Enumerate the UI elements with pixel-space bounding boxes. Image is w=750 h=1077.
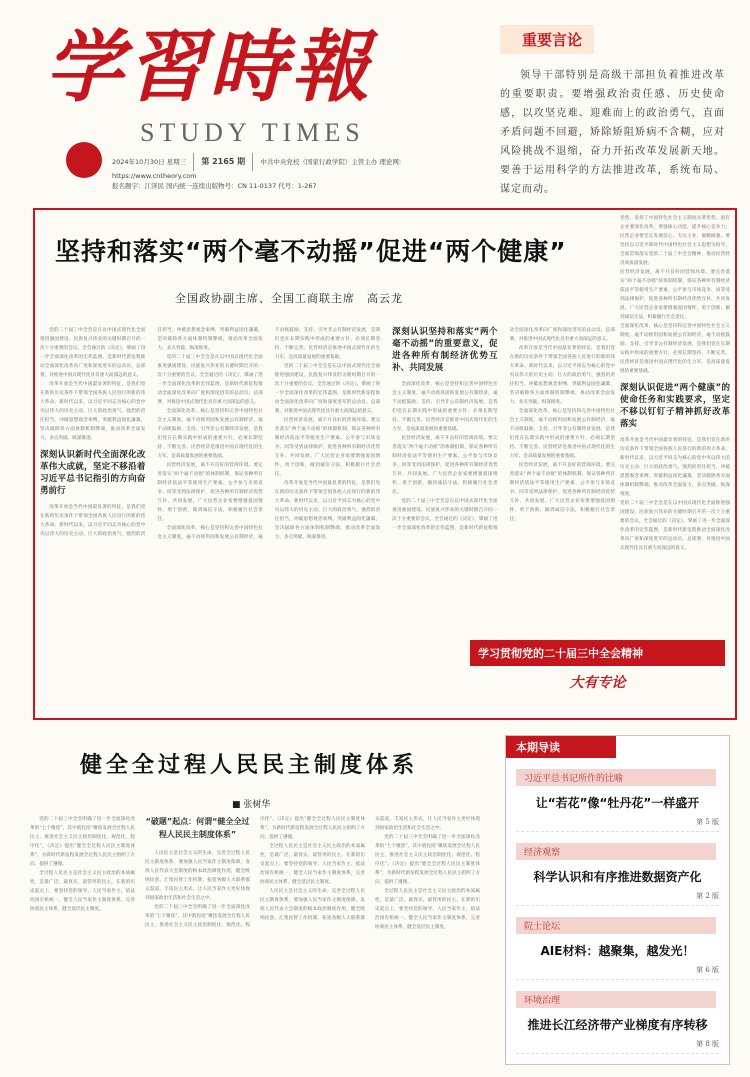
calligraphy-credit: 报名题字：江泽民: [112, 182, 164, 190]
lead-article-right-column: [620, 214, 730, 654]
guide-item[interactable]: [506, 914, 729, 980]
paragraph: 全面深化改革，核心是坚持和完善中国特色社会主义制度。毫不动摇巩固和发展公有制经济，毫不动摇鼓励、支持、引导非公有制经济发展，是我们党在长期实践中形成的重要方针，必须长期坚持、不断完善。民营经济是推进中国式现代化的生力军，是高质量发展的重要基础。: [157, 328, 381, 540]
paragraph: 改革开放是当代中国最显著的特征，是我们党在新的历史条件下带领全国各族人民进行的新的伟大革命。新时代以来，以习近平同志为核心的党中央以伟大的历史主动、巨大的政治勇气、强烈的责任担当，冲破思想观念束缚，突破利益固化藩篱，坚决破除各方面体制机制弊端，推动改革全面发力、多点突破、纵深推进。: [620, 438, 730, 497]
column-banner-subtitle: 大有专论: [569, 675, 626, 691]
paragraph: 全过程人民民主是社会主义民主政治的本质属性，是最广泛、最真实、最管用的民主。在新的历史起点上，要坚持党的领导、人民当家作主、依法治国有机统一，健全人民当家作主制度体系，完善协商民主体系，健全基层民主制度。: [375, 889, 480, 930]
guide-item-title[interactable]: 科学认识和有序推进数据资产化: [533, 870, 702, 884]
paragraph: 改革开放是当代中国最显著的特征，是我们党在新的历史条件下带领全国各族人民进行的新的伟大革命。新时代以来，以习近平同志为核心的党中央以伟大的历史主动、巨大的政治勇气、强烈的责任担当，冲破思想观念束缚，突破利益固化藩篱，坚决破除各方面体制机制弊端，推动改革全面发力、多点突破、纵深推进。: [40, 382, 146, 441]
divider: [252, 153, 253, 171]
guide-item-tag: 经济观察: [516, 843, 716, 860]
newspaper-logo: 学習時報: [45, 22, 374, 113]
paragraph: 改革开放是当代中国最显著的特征，是我们党在新的历史条件下带领全国各族人民进行的新的伟大革命。新时代以来，以习近平同志为核心的党中央以伟大的历史主动、巨大的政治勇气、强烈的责任担当，冲破思想观念束缚，突破利益固化藩篱，坚决破除各方面体制机制弊端，推动改革全面发力、多点突破、纵深推进。: [509, 346, 615, 405]
postal-code: 代号：1-267: [278, 182, 317, 190]
issue-guide-heading: 本期导读: [506, 736, 616, 758]
issue-info: [112, 153, 482, 191]
pull-quote: “破题”起点：何谓“健全全过程人民民主制度体系”: [145, 817, 250, 839]
divider: [193, 153, 194, 171]
second-article-author: ■ 张树华: [232, 800, 271, 810]
guide-item[interactable]: [506, 840, 729, 906]
paragraph: 党的二十届三中全会是在以中国式现代化全面推进强国建设、民族复兴伟业的关键时期召开的一次十分重要的会议。全会通过的《决定》，擘画了进一步全面深化改革的宏伟蓝图，是新时代新征程推动全面深化改革向广度和深度进军的总动员、总部署，对推进中国式现代化具有重大而深远的意义。: [620, 501, 730, 551]
subheading: 深刻认识坚持和落实“两个毫不动摇”的重要意义，促进各种所有制经济优势互补、共同发展: [392, 327, 498, 373]
paragraph: 全过程人民民主是社会主义民主政治的本质属性，是最广泛、最真实、最管用的民主。在新的历史起点上，要坚持党的领导、人民当家作主、依法治国有机统一，健全人民当家作主制度体系，完善协商民主体系，健全基层民主制度。: [260, 844, 365, 885]
paragraph: 改革开放是当代中国最显著的特征，是我们党在新的历史条件下带领全国各族人民进行的新的伟大革命。新时代以来，以习近平同志为核心的党中央以伟大的历史主动、巨大的政治勇气、强烈的责任担当，冲破思想观念束缚，突破利益固化藩篱，坚决破除各方面体制机制弊端，推动改革全面发力、多点突破、纵深推进。: [274, 481, 381, 540]
author-name: 张树华: [243, 800, 271, 810]
issue-weekday: 星期三: [166, 158, 187, 166]
guide-item-title[interactable]: 推进长江经济带产业梯度有序转移: [527, 1018, 708, 1032]
paragraph: 民营经济发展，离不开良好的营商环境。要完善落实“两个毫不动摇”的体制机制，保证各种所有制经济依法平等使用生产要素、公平参与市场竞争、同等受到法律保护，促进各种所有制经济优势互补、共同发展。广大民营企业家要增强爱国情怀，勇于创新，做到诚信守法，积极履行社会责任。: [509, 463, 615, 522]
paragraph: 人民民主是社会主义的生命。完善全过程人民民主制度体系，要加强人民当家作主制度保障，发挥人民代表大会制度的根本政治制度作用，健全吸纳民意、汇集民智工作机制，拓宽各级人大联系群众渠道，丰富民主形式，让人民当家作主更好体现到国家政治生活和社会生活之中。: [260, 817, 480, 921]
cn-number: 国内统一连续出版物号：CN 11-0137: [166, 182, 277, 190]
paragraph: 民营经济发展，离不开良好的营商环境。要完善落实“两个毫不动摇”的体制机制，保证各种所有制经济依法平等使用生产要素、公平参与市场竞争、同等受到法律保护，促进各种所有制经济优势互补、共同发展。广大民营企业家要增强爱国情怀，勇于创新，做到诚信守法，积极履行社会责任。: [392, 436, 498, 495]
party-emblem-icon: [66, 142, 102, 178]
guide-item-tag: 院士论坛: [516, 917, 716, 934]
lead-byline: 全国政协副主席、全国工商联主席 高云龙: [175, 292, 403, 305]
paragraph: 全面深化改革，核心是坚持和完善中国特色社会主义制度。毫不动摇巩固和发展公有制经济，毫不动摇鼓励、支持、引导非公有制经济发展，是我们党在长期实践中形成的重要方针，必须长期坚持、不断完善。民营经济是推进中国式现代化的生力军，是高质量发展的重要基础。: [620, 324, 730, 374]
guide-item-page: 第 6 版: [516, 965, 719, 980]
paragraph: 改革开放是当代中国最显著的特征，是我们党在新的历史条件下带领全国各族人民进行的新的伟大革命。新时代以来，以习近平同志为核心的党中央以伟大的历史主动、巨大的政治勇气、强烈的责任担当，冲破思想观念束缚，突破利益固化藩篱，坚决破除各方面体制机制弊端，推动改革全面发力、多点突破、纵深推进。: [40, 328, 263, 537]
paragraph: 党的二十届三中全会明确了进一步全面深化改革的“七个聚焦”，其中就包括“聚焦发展全过程人民民主，推进社会主义民主政治制度化、规范化、程序化”。《决定》提出“健全全过程人民民主制度体系”，为新时代新征程发展全过程人民民主指明了方向、提供了遵循。: [145, 817, 365, 928]
paragraph: 民营经济发展，离不开良好的营商环境。要完善落实“两个毫不动摇”的体制机制，保证各种所有制经济依法平等使用生产要素、公平参与市场竞争、同等受到法律保护，促进各种所有制经济优势互补、共同发展。广大民营企业家要增强爱国情怀，勇于创新，做到诚信守法，积极履行社会责任。: [620, 270, 730, 320]
guide-item-page: 第 5 版: [516, 817, 719, 832]
paragraph: 全过程人民民主是社会主义民主政治的本质属性，是最广泛、最真实、最管用的民主。在新的历史起点上，要坚持党的领导、人民当家作主、依法治国有机统一，健全人民当家作主制度体系，完善协商民主体系，健全基层民主制度。: [30, 871, 135, 912]
paragraph: 民营经济发展，离不开良好的营商环境。要完善落实“两个毫不动摇”的体制机制，保证各种所有制经济依法平等使用生产要素、公平参与市场竞争、同等受到法律保护，促进各种所有制经济优势互补、共同发展。广大民营企业家要增强爱国情怀，勇于创新，做到诚信守法，积极履行社会责任。: [274, 418, 381, 477]
paragraph: 党的二十届三中全会是在以中国式现代化全面推进强国建设、民族复兴伟业的关键时期召开的一次十分重要的会议。全会通过的《决定》，擘画了进一步全面深化改革的宏伟蓝图，是新时代新征程推动全面深化改革向广度和深度进军的总动员、总部署，对推进中国式现代化具有重大而深远的意义。: [392, 328, 615, 531]
guide-item-title[interactable]: 让“若花”像“牡丹花”一样盛开: [535, 796, 700, 810]
guide-item-page: 第 8 版: [516, 1039, 719, 1054]
guide-item[interactable]: [506, 988, 729, 1054]
paragraph: 人民民主是社会主义的生命。完善全过程人民民主制度体系，要加强人民当家作主制度保障，发挥人民代表大会制度的根本政治制度作用，健全吸纳民意、汇集民智工作机制，拓宽各级人大联系群众渠道，丰富民主形式，让人民当家作主更好体现到国家政治生活和社会生活之中。: [145, 851, 250, 901]
guide-item[interactable]: [506, 766, 729, 832]
guide-item-page: 第 2 版: [516, 891, 719, 906]
paragraph: 党的二十届三中全会是在以中国式现代化全面推进强国建设、民族复兴伟业的关键时期召开的一次十分重要的会议。全会通过的《决定》，擘画了进一步全面深化改革的宏伟蓝图，是新时代新征程推动全面深化改革向广度和深度进军的总动员、总部署，对推进中国式现代化具有重大而深远的意义。: [157, 355, 263, 405]
masthead: [0, 0, 750, 195]
subheading: 深刻认识新时代全面深化改革伟大成就，坚定不移沿着习近平总书记指引的方向奋勇前行: [40, 450, 146, 496]
newspaper-logo-english: STUDY TIMES: [140, 118, 365, 147]
paragraph: 党的二十届三中全会是在以中国式现代化全面推进强国建设、民族复兴伟业的关键时期召开的一次十分重要的会议。全会通过的《决定》，擘画了进一步全面深化改革的宏伟蓝图，是新时代新征程推动全面深化改革向广度和深度进军的总动员、总部署，对推进中国式现代化具有重大而深远的意义。: [274, 364, 381, 414]
important-remarks-text: 领导干部特别是高级干部担负着推进改革的重要职责。要增强政治责任感、历史使命感，以攻坚克难、迎难而上的政治勇气，直面矛盾问题不回避，矫除矫阻矫病不含糊，应对风险挑战不退缩，奋力开拓改革发展新天地。要善于运用科学的方法推进改革，系统布局、谋定而动。: [500, 70, 725, 195]
issue-number: 第 2165 期: [201, 157, 246, 166]
second-article-title[interactable]: 健全全过程人民民主制度体系: [80, 753, 419, 778]
paragraph: 优势，发挥了中国特色社会主义制度显著优势。国有企业要深化改革，增强核心功能，提升核心竞争力；民营企业要坚定发展信心，专注主业、做精做强。要坚持以习近平新时代中国特色社会主义思想为指导，全面贯彻落实党的二十届三中全会精神，推动民营经济高质量发展。: [620, 216, 730, 266]
paragraph: 党的二十届三中全会是在以中国式现代化全面推进强国建设、民族复兴伟业的关键时期召开的一次十分重要的会议。全会通过的《决定》，擘画了进一步全面深化改革的宏伟蓝图，是新时代新征程推动全面深化改革向广度和深度进军的总动员、总部署，对推进中国式现代化具有重大而深远的意义。: [40, 328, 146, 378]
issue-guide: [505, 735, 730, 1065]
paragraph: 全面深化改革，核心是坚持和完善中国特色社会主义制度。毫不动摇巩固和发展公有制经济，毫不动摇鼓励、支持、引导非公有制经济发展，是我们党在长期实践中形成的重要方针，必须长期坚持、不断完善。民营经济是推进中国式现代化的生力军，是高质量发展的重要基础。: [392, 382, 498, 432]
important-remarks-box: [500, 25, 725, 200]
column-banner: [470, 640, 725, 705]
lead-headline[interactable]: 坚持和落实“两个毫不动摇”促进“两个健康”: [55, 237, 567, 266]
paragraph: 全面深化改革，核心是坚持和完善中国特色社会主义制度。毫不动摇巩固和发展公有制经济，毫不动摇鼓励、支持、引导非公有制经济发展，是我们党在长期实践中形成的重要方针，必须长期坚持、不断完善。民营经济是推进中国式现代化的生力军，是高质量发展的重要基础。: [157, 409, 263, 459]
guide-item-tag: 习近平总书记所作的比喻: [516, 769, 716, 786]
paragraph: 全面深化改革，核心是坚持和完善中国特色社会主义制度。毫不动摇巩固和发展公有制经济，毫不动摇鼓励、支持、引导非公有制经济发展，是我们党在长期实践中形成的重要方针，必须长期坚持、不断完善。民营经济是推进中国式现代化的生力军，是高质量发展的重要基础。: [509, 409, 615, 459]
paragraph: 党的二十届三中全会明确了进一步全面深化改革的“七个聚焦”，其中就包括“聚焦发展全过程人民民主，推进社会主义民主政治制度化、规范化、程序化”。《决定》提出“健全全过程人民民主制度体系”，为新时代新征程发展全过程人民民主指明了方向、提供了遵循。: [375, 835, 480, 885]
subheading: 深刻认识促进“两个健康”的使命任务和实践要求，坚定不移以钉钉子精神抓好改革落实: [620, 383, 730, 429]
publisher: 中共中央党校（国家行政学院）主管主办: [260, 158, 378, 166]
column-banner-title: 学习贯彻党的二十届三中全会精神: [470, 640, 725, 666]
important-remarks-heading: 重要言论: [500, 25, 594, 54]
guide-item-tag: 环境治理: [516, 991, 716, 1008]
website: 理论网: https://www.cntheory.com: [112, 158, 402, 180]
issue-date: 2024年10月30日: [112, 158, 165, 166]
second-article-body: [30, 815, 480, 1065]
guide-item-title[interactable]: AIE材料：越聚集，越发光！: [540, 944, 695, 958]
paragraph: 民营经济发展，离不开良好的营商环境。要完善落实“两个毫不动摇”的体制机制，保证各种所有制经济依法平等使用生产要素、公平参与市场竞争、同等受到法律保护，促进各种所有制经济优势互补、共同发展。广大民营企业家要增强爱国情怀，勇于创新，做到诚信守法，积极履行社会责任。: [157, 463, 263, 522]
paragraph: 党的二十届三中全会明确了进一步全面深化改革的“七个聚焦”，其中就包括“聚焦发展全过程人民民主，推进社会主义民主政治制度化、规范化、程序化”。《决定》提出“健全全过程人民民主制度体系”，为新时代新征程发展全过程人民民主指明了方向、提供了遵循。: [30, 817, 135, 867]
